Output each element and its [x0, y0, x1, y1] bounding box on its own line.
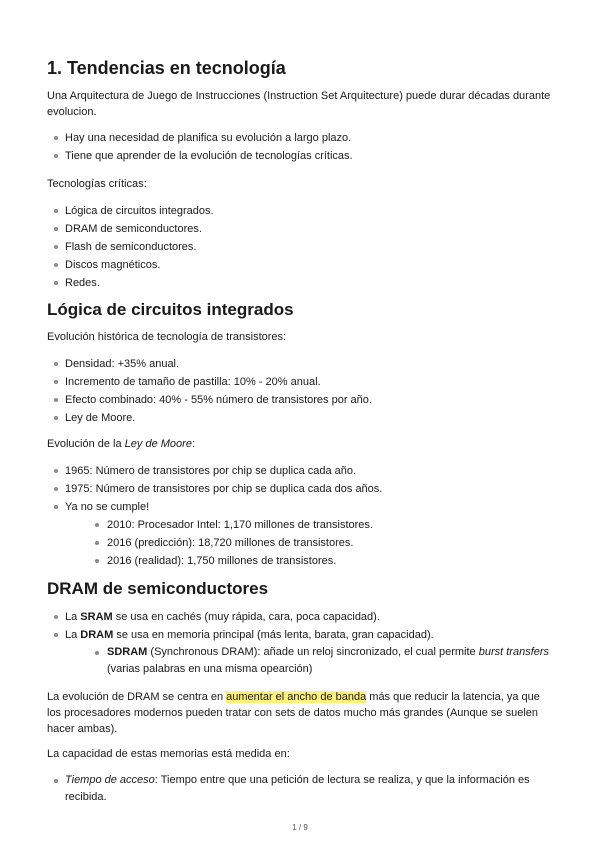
intro-paragraph: Una Arquitectura de Juego de Instrucciones (Instruction Set Arquitecture) puede durar décadas durante evolucion.	[47, 90, 551, 118]
list-item-dram: La DRAM se usa en memoria principal (más lenta, barata, gran capacidad). SDRAM (Synchronous DRAM): añade un reloj sincronizado, el cual permite burst transfers (varias palabras en una misma opearción)	[47, 626, 555, 678]
list-item: Ley de Moore.	[47, 409, 555, 427]
dram-sublist	[65, 644, 573, 678]
list-item: Tiene que aprender de la evolución de tecnologías críticas.	[47, 147, 555, 165]
list-item: 2016 (realidad): 1,750 millones de transistores.	[65, 552, 573, 570]
list-item: DRAM de semiconductores.	[47, 220, 555, 238]
transistor-list	[47, 355, 555, 427]
page-number: 1 / 9	[292, 823, 308, 832]
list-item: Ya no se cumple! 2010: Procesador Intel: 1,170 millones de transistores. 2016 (predicción): 18,720 millones de transistores. 2016 (realidad): 1,750 millones de transistores.	[47, 498, 555, 570]
list-item: Redes.	[47, 274, 555, 292]
moore-list	[47, 462, 555, 570]
transistor-intro: Evolución histórica de tecnología de transistores:	[47, 331, 287, 343]
critical-tech-label: Tecnologías críticas:	[47, 178, 147, 190]
capacity-list	[47, 772, 555, 806]
list-item: Flash de semiconductores.	[47, 238, 555, 256]
moore-law-term: Ley de Moore	[124, 438, 192, 450]
capacity-label: La capacidad de estas memorias está medida en:	[47, 748, 290, 760]
list-item: Incremento de tamaño de pastilla: 10% - 20% anual.	[47, 373, 555, 391]
section-title-tendencias: 1. Tendencias en tecnología	[47, 58, 286, 78]
list-item: Densidad: +35% anual.	[47, 355, 555, 373]
list-item: 2010: Procesador Intel: 1,170 millones de transistores.	[65, 516, 573, 534]
section-title-logica: Lógica de circuitos integrados	[47, 300, 294, 319]
list-item: Lógica de circuitos integrados.	[47, 202, 555, 220]
list-item: 1965: Número de transistores por chip se duplica cada año.	[47, 462, 555, 480]
list-item-sram: La SRAM se usa en cachés (muy rápida, cara, poca capacidad).	[47, 608, 555, 626]
list-item: Discos magnéticos.	[47, 256, 555, 274]
dram-evolution-paragraph: La evolución de DRAM se centra en aumentar el ancho de banda más que reducir la latencia, ya que los procesadores modernos pueden tratar con sets de datos mucho más grandes (Aunque se suelen hacer ambas).	[47, 691, 540, 735]
list-item: Hay una necesidad de planifica su evolución a largo plazo.	[47, 129, 555, 147]
memory-list	[47, 608, 555, 678]
list-item: 1975: Número de transistores por chip se duplica cada dos años.	[47, 480, 555, 498]
list-item: Tiempo de acceso: Tiempo entre que una petición de lectura se realiza, y que la información es recibida.	[47, 772, 555, 806]
moore-label: Evolución de la Ley de Moore:	[47, 438, 195, 450]
list-item: 2016 (predicción): 18,720 millones de transistores.	[65, 534, 573, 552]
planning-list	[47, 129, 555, 165]
moore-sublist	[65, 516, 573, 570]
critical-tech-list	[47, 202, 555, 292]
highlighted-text: aumentar el ancho de banda	[226, 691, 367, 703]
list-item-sdram: SDRAM (Synchronous DRAM): añade un reloj sincronizado, el cual permite burst transfers (varias palabras en una misma opearción)	[65, 644, 573, 678]
section-title-dram: DRAM de semiconductores	[47, 579, 269, 598]
list-item: Efecto combinado: 40% - 55% número de transistores por año.	[47, 391, 555, 409]
